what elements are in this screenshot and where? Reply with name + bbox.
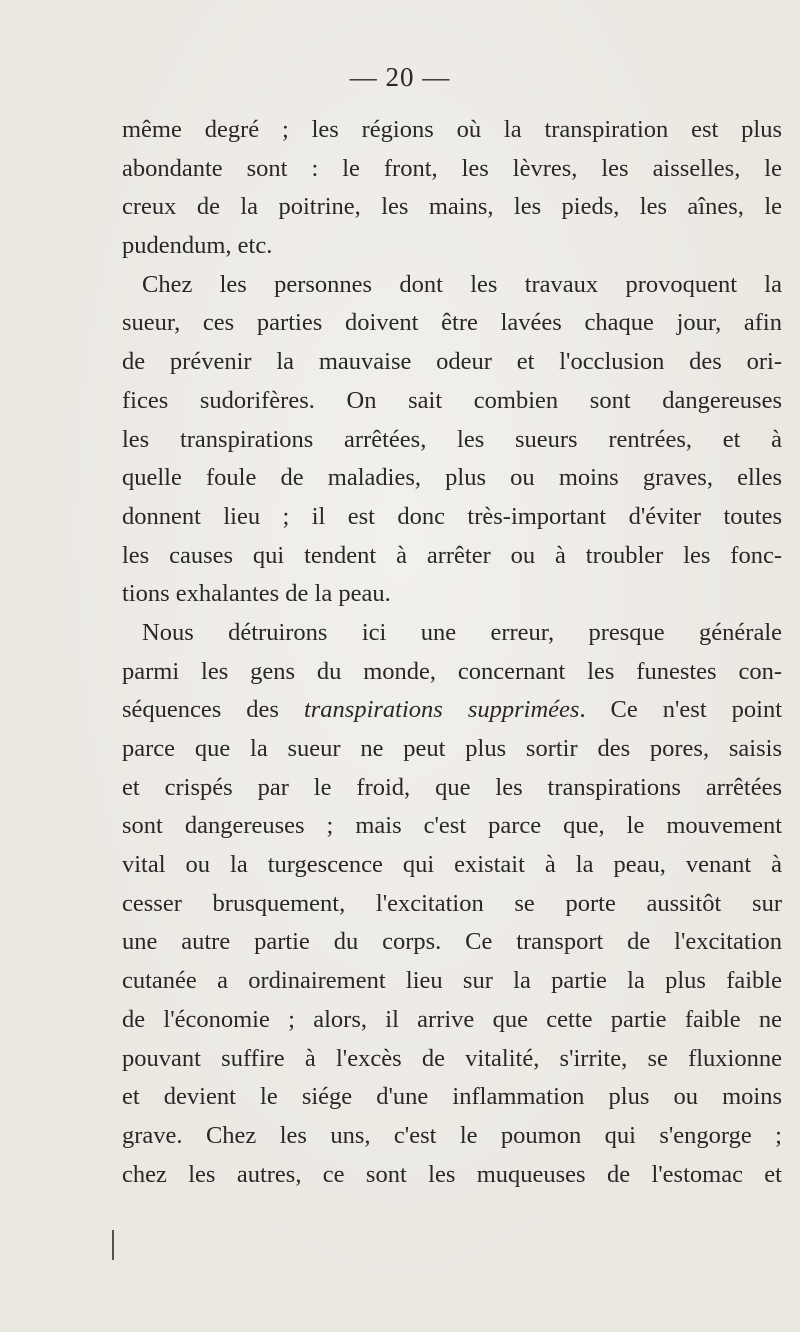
- text-line: chez les autres, ce sont les muqueuses de l'estomac et: [122, 1160, 782, 1188]
- text-line: et devient le siége d'une inflammation plus ou moins: [122, 1083, 782, 1111]
- text-line: et crispés par le froid, que les transpirations arrêtées: [122, 773, 782, 801]
- text-line: de prévenir la mauvaise odeur et l'occlusion des ori-: [122, 348, 782, 376]
- text-line: fices sudorifères. On sait combien sont dangereuses: [122, 386, 782, 414]
- text-line: vital ou la turgescence qui existait à la peau, venant à: [122, 851, 782, 879]
- margin-mark: [112, 1230, 114, 1260]
- text-line: même degré ; les régions où la transpiration est plus: [122, 116, 782, 143]
- text-line: une autre partie du corps. Ce transport de l'excitation: [122, 928, 782, 956]
- page-number: — 20 —: [349, 62, 451, 92]
- text-line: sueur, ces parties doivent être lavées chaque jour, afin: [122, 309, 782, 337]
- text-line: parce que la sueur ne peut plus sortir des pores, saisis: [122, 735, 782, 762]
- text-line: pouvant suffire à l'excès de vitalité, s'irrite, se fluxionne: [122, 1044, 782, 1072]
- text-line: cutanée a ordinairement lieu sur la partie la plus faible: [122, 967, 782, 995]
- text-line: les causes qui tendent à arrêter ou à troubler les fonc-: [122, 541, 782, 569]
- text-line: pudendum, etc.: [122, 232, 273, 260]
- text-line: de l'économie ; alors, il arrive que cette partie faible ne: [122, 1005, 782, 1033]
- text-segment: . Ce n'est point: [579, 696, 782, 724]
- italic-phrase: transpirations supprimées: [303, 696, 580, 724]
- text-line: les transpirations arrêtées, les sueurs rentrées, et à: [122, 425, 782, 453]
- text-line: quelle foule de maladies, plus ou moins graves, elles: [122, 464, 782, 492]
- text-line: creux de la poitrine, les mains, les pieds, les aînes, le: [122, 193, 782, 221]
- text-line: cesser brusquement, l'excitation se porte aussitôt sur: [122, 889, 782, 917]
- paragraph-start-line: Chez les personnes dont les travaux provoquent la: [142, 270, 782, 298]
- text-line-with-italic: [122, 691, 782, 730]
- text-line: abondante sont : le front, les lèvres, les aisselles, le: [122, 154, 782, 182]
- paragraph-start-line: Nous détruirons ici une erreur, presque générale: [142, 618, 782, 646]
- text-line: parmi les gens du monde, concernant les funestes con-: [122, 657, 782, 685]
- body-text: [122, 111, 782, 1194]
- text-line: grave. Chez les uns, c'est le poumon qui s'engorge ;: [122, 1121, 782, 1149]
- text-line: tions exhalantes de la peau.: [122, 580, 391, 608]
- text-line: donnent lieu ; il est donc très-important d'éviter toutes: [122, 502, 782, 530]
- text-segment: séquences des: [122, 696, 304, 724]
- text-line: sont dangereuses ; mais c'est parce que, le mouvement: [122, 812, 782, 840]
